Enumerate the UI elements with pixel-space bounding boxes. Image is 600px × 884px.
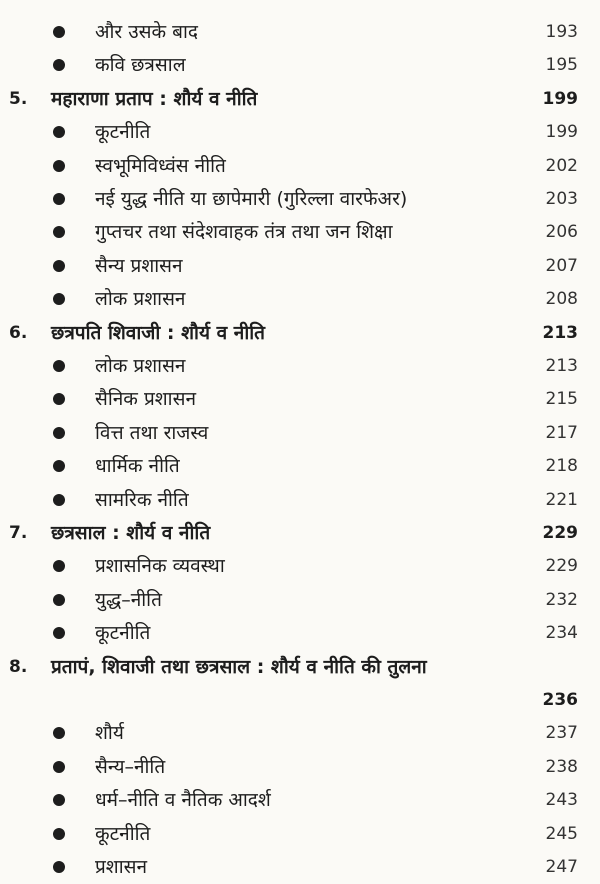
bullet-icon xyxy=(53,193,65,205)
toc-section-row xyxy=(0,317,600,350)
bullet-icon xyxy=(53,627,65,639)
page-number: 208 xyxy=(545,289,578,310)
page-number: 206 xyxy=(545,222,578,243)
page-number: 195 xyxy=(545,55,578,76)
bullet-icon xyxy=(53,160,65,172)
bullet-icon xyxy=(53,861,65,873)
toc-item-row xyxy=(0,484,600,517)
section-number: 5. xyxy=(9,88,28,109)
section-title: महाराणा प्रताप : शौर्य व नीति xyxy=(51,87,258,110)
toc-item-row xyxy=(0,450,600,483)
item-title: सैन्य प्रशासन xyxy=(95,254,183,277)
item-title: कूटनीति xyxy=(95,121,151,144)
bullet-icon xyxy=(53,393,65,405)
page-number: 229 xyxy=(545,556,578,577)
item-title: धार्मिक नीति xyxy=(95,455,180,478)
page-number: 199 xyxy=(542,88,578,109)
toc-item-row xyxy=(0,283,600,316)
page-number: 193 xyxy=(545,22,578,42)
item-title: कूटनीति xyxy=(95,622,151,645)
page-number: 245 xyxy=(545,823,578,844)
bullet-icon xyxy=(53,59,65,71)
toc-section-row xyxy=(0,83,600,116)
toc-item-row xyxy=(0,584,600,617)
section-title: प्रतापं, शिवाजी तथा छत्रसाल : शौर्य व नीति की तुलना xyxy=(51,655,427,678)
item-title: गुप्तचर तथा संदेशवाहक तंत्र तथा जन शिक्षा xyxy=(95,221,393,244)
toc-section-row xyxy=(0,517,600,550)
bullet-icon xyxy=(53,560,65,572)
bullet-icon xyxy=(53,226,65,238)
item-title: लोक प्रशासन xyxy=(95,288,186,311)
section-title: छत्रसाल : शौर्य व नीति xyxy=(51,522,211,544)
page-number: 217 xyxy=(545,422,578,443)
bullet-icon xyxy=(53,727,65,739)
item-title: सैनिक प्रशासन xyxy=(95,388,196,411)
page-number: 213 xyxy=(545,356,578,376)
item-title: कूटनीति xyxy=(95,822,151,845)
page-number: 229 xyxy=(542,523,578,543)
page-number: 199 xyxy=(545,122,578,143)
bullet-icon xyxy=(53,260,65,272)
page-number: 202 xyxy=(545,155,578,176)
bullet-icon xyxy=(53,26,65,38)
toc-item-row xyxy=(0,818,600,851)
page-number: 218 xyxy=(545,456,578,477)
toc-item-row xyxy=(0,717,600,750)
section-number: 7. xyxy=(9,523,28,543)
page-number: 203 xyxy=(545,189,578,209)
bullet-icon xyxy=(53,794,65,806)
section-number: 6. xyxy=(9,322,28,343)
item-title: धर्म–नीति व नैतिक आदर्श xyxy=(95,789,271,812)
item-title: और उसके बाद xyxy=(95,21,198,43)
toc-item-row xyxy=(0,550,600,583)
item-title: वित्त तथा राजस्व xyxy=(95,421,209,444)
toc-item-row xyxy=(0,383,600,416)
item-title: प्रशासनिक व्यवस्था xyxy=(95,555,225,578)
item-title: सैन्य–नीति xyxy=(95,755,166,778)
bullet-icon xyxy=(53,494,65,506)
page-number: 238 xyxy=(545,756,578,777)
toc-item-row xyxy=(0,183,600,216)
toc-item-row xyxy=(0,350,600,383)
page-number: 234 xyxy=(545,623,578,644)
toc-item-row xyxy=(0,250,600,283)
bullet-icon xyxy=(53,460,65,472)
page-number: 232 xyxy=(545,589,578,610)
item-title: प्रशासन xyxy=(95,856,148,878)
page-number: 221 xyxy=(545,489,578,510)
toc-item-row xyxy=(0,216,600,249)
toc-item-row xyxy=(0,150,600,183)
toc-item-row xyxy=(0,617,600,650)
bullet-icon xyxy=(53,594,65,606)
page-number: 237 xyxy=(545,723,578,744)
toc-item-row xyxy=(0,751,600,784)
item-title: सामरिक नीति xyxy=(95,488,189,511)
section-number: 8. xyxy=(9,656,28,677)
page-number: 215 xyxy=(545,389,578,410)
section-title: छत्रपति शिवाजी : शौर्य व नीति xyxy=(51,321,266,344)
page-number: 247 xyxy=(545,857,578,877)
toc-item-row xyxy=(0,851,600,884)
item-title: स्वभूमिविध्वंस नीति xyxy=(95,154,226,177)
item-title: युद्ध–नीति xyxy=(95,588,162,611)
toc-item-row xyxy=(0,417,600,450)
bullet-icon xyxy=(53,761,65,773)
bullet-icon xyxy=(53,126,65,138)
toc-item-row xyxy=(0,16,600,49)
bullet-icon xyxy=(53,828,65,840)
page-number: 236 xyxy=(542,689,578,710)
page-number: 213 xyxy=(542,322,578,343)
item-title: कवि छत्रसाल xyxy=(95,54,186,77)
page-number: 243 xyxy=(545,790,578,811)
bullet-icon xyxy=(53,427,65,439)
item-title: नई युद्ध नीति या छापेमारी (गुरिल्ला वारफेअर) xyxy=(95,188,408,210)
toc-item-row xyxy=(0,49,600,82)
page-number: 207 xyxy=(545,255,578,276)
item-title: शौर्य xyxy=(95,722,124,745)
toc-item-row xyxy=(0,784,600,817)
bullet-icon xyxy=(53,360,65,372)
item-title: लोक प्रशासन xyxy=(95,355,186,377)
toc-item-row xyxy=(0,116,600,149)
bullet-icon xyxy=(53,293,65,305)
toc-section-row xyxy=(0,651,600,717)
